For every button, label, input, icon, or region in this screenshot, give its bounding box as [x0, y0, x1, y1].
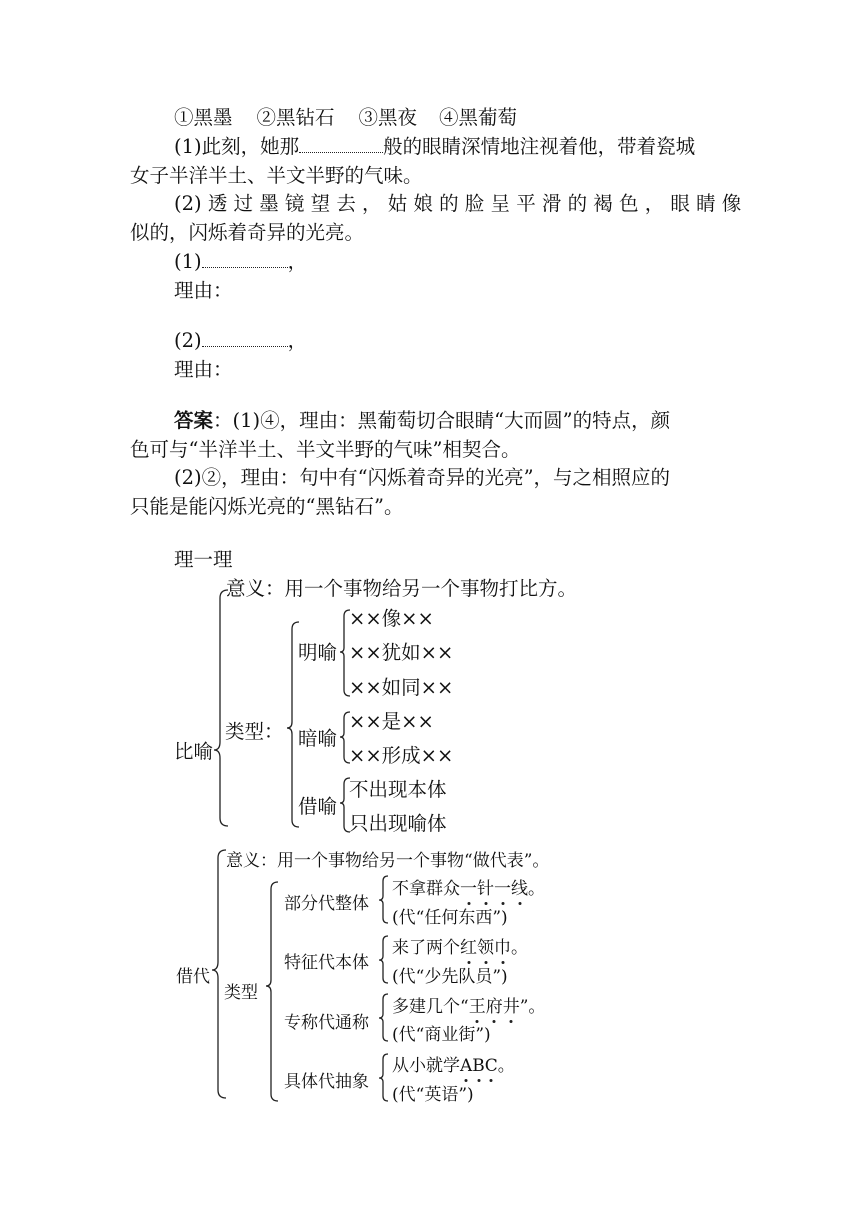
question-2-text: (2) 透 过 墨 镜 望 去 ， 姑 娘 的 脸 呈 平 滑 的 褐 色 ， 眼 睛 像 [174, 192, 742, 215]
blank-2-label: (2) [174, 329, 202, 352]
metaphor-meaning: 意义：用一个事物给另一个事物打比方。 [226, 577, 578, 600]
answer-label: 答案 [174, 409, 214, 432]
borrowed-label: 借喻 [298, 795, 338, 818]
question-1-line2: 女子半洋半土、半文半野的气味。 [130, 164, 423, 187]
metaphor-types-label: 类型： [225, 720, 284, 743]
question-2-line1 [174, 189, 741, 218]
blank-1-line[interactable] [202, 251, 288, 268]
option-4: ④黑葡萄 [439, 106, 518, 129]
metonymy-type-3-example: 多建几个“王府井”。 [392, 992, 545, 1017]
option-1: ①黑墨 [174, 106, 233, 129]
metonymy-root: 借代 [176, 967, 210, 987]
question-1-suffix: 般的眼睛深情地注视着他，带着瓷城 [383, 135, 696, 158]
answer-text-1: ：(1)④，理由：黑葡萄切合眼睛“大而圆”的特点，颜 [213, 409, 671, 432]
blank-1-reason: 理由： [174, 279, 233, 302]
brace-metonymy-root [212, 850, 226, 1098]
simile-item-3: ××如同×× [349, 676, 454, 699]
metaphor-root: 比喻 [174, 740, 214, 763]
metonymy-type-2-example: 来了两个红领巾。 [392, 933, 528, 958]
metonymy-type-3-label: 专称代通称 [284, 1013, 369, 1033]
metonymy-type-1-label: 部分代整体 [284, 894, 369, 914]
brace-type-4 [379, 1054, 388, 1101]
brace-metaphor-root [214, 590, 228, 826]
blank-1-label: (1) [174, 250, 202, 273]
question-1-line1 [174, 132, 695, 161]
metonymy-meaning: 意义：用一个事物给另一个事物“做代表”。 [226, 851, 550, 871]
blank-2-line[interactable] [202, 330, 288, 347]
answer-line1 [174, 406, 670, 435]
question-1-prefix: (1)此刻，她那 [174, 135, 300, 158]
blank-2 [174, 326, 307, 355]
metonymy-type-4-example: 从小就学ABC。 [392, 1056, 515, 1076]
blank-2-reason: 理由： [174, 358, 233, 381]
metonymy-type-4-explain: (代“英语”) [392, 1085, 474, 1105]
options-line [174, 103, 517, 132]
metonymy-types-label: 类型 [224, 983, 258, 1003]
metonymy-type-3-explain: (代“商业街”) [392, 1025, 491, 1045]
borrowed-item-2: 只出现喻体 [349, 812, 447, 835]
metonymy-type-2-label: 特征代本体 [284, 953, 369, 973]
simile-item-2: ××犹如×× [349, 641, 454, 664]
brace-type-3 [379, 994, 388, 1041]
borrowed-item-1: 不出现本体 [349, 778, 447, 801]
option-2: ②黑钻石 [256, 106, 335, 129]
blank-1-comma: ， [287, 250, 308, 273]
implicit-item-1: ××是×× [349, 710, 434, 733]
simile-label: 明喻 [298, 641, 338, 664]
brace-type-2 [379, 936, 388, 983]
metonymy-type-4-label: 具体代抽象 [284, 1072, 369, 1092]
implicit-item-2: ××形成×× [349, 744, 454, 767]
answer-line4: 只能是能闪烁光亮的“黑钻石”。 [130, 495, 404, 518]
implicit-label: 暗喻 [298, 727, 338, 750]
metonymy-type-1-example: 不拿群众一针一线。 [392, 874, 545, 899]
metonymy-type-1-explain: (代“任何东西”) [392, 908, 508, 928]
answer-line2: 色可与“半洋半土、半文半野的气味”相契合。 [130, 438, 521, 461]
option-3: ③黑夜 [358, 106, 418, 129]
question-2-line2: 似的，闪烁着奇异的光亮。 [130, 221, 365, 244]
brace-type-1 [379, 876, 388, 923]
question-1-blank [299, 136, 383, 153]
summary-heading: 理一理 [174, 548, 233, 571]
blank-2-comma: ， [287, 329, 308, 352]
simile-item-1: ××像×× [349, 607, 434, 630]
brace-metonymy-types [266, 882, 278, 1101]
answer-line3: (2)②，理由：句中有“闪烁着奇异的光亮”，与之相照应的 [174, 466, 671, 489]
blank-1 [174, 247, 307, 276]
metonymy-type-2-explain: (代“少先队员”) [392, 967, 508, 987]
